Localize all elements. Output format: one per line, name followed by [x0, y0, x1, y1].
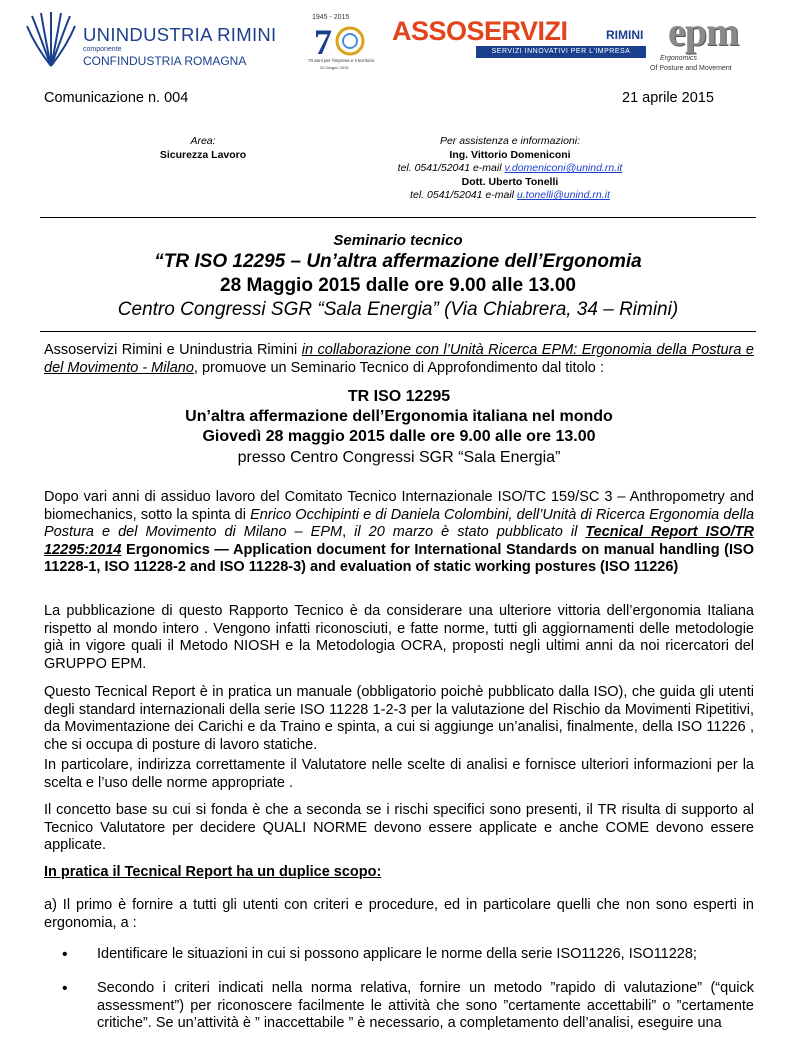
intro-paragraph [44, 342, 754, 377]
p5-text: Il concetto base su cui si fonda è che a seconda se i rischi specifici sono presenti, il TR risulta di supporto al Tecnico Valutatore per decidere QUALI NORME devono essere applicate e anche COME devono essere applicate. [44, 802, 754, 853]
p1-report-title: Tecnical Report ISO/TR 12295:2014 [44, 524, 754, 558]
paragraph-6 [44, 897, 754, 932]
communication-number: Comunicazione n. 004 [44, 90, 189, 106]
subtitle-code: TR ISO 12295 [347, 388, 451, 405]
section-heading [44, 864, 754, 882]
seminar-venue: Centro Congressi SGR “Sala Energia” (Via Chiabrera, 34 – Rimini) [117, 299, 679, 320]
epm-wordmark: epm [668, 9, 739, 54]
assoservizi-city: RIMINI [606, 28, 644, 42]
p6-text: a) Il primo è fornire a tutti gli utenti con criteri e procedure, ed in particolare quelli che non sono esperti in ergonomia, a : [44, 897, 754, 931]
communication-date: 21 aprile 2015 [622, 90, 714, 106]
divider-top [40, 217, 756, 218]
assoservizi-slogan: SERVIZI INNOVATIVI PER L'IMPRESA [476, 46, 646, 58]
contact1-email-link[interactable]: v.domeniconi@unind.rn.it [504, 162, 623, 174]
contact2-tel: tel. 0541/52041 e-mail [410, 189, 517, 201]
contact1-tel: tel. 0541/52041 e-mail [397, 162, 505, 174]
subtitle-datetime: Giovedì 28 maggio 2015 dalle ore 9.00 alle ore 13.00 [202, 428, 596, 445]
bullet-icon: • [62, 946, 68, 963]
unindustria-name: UNINDUSTRIA RIMINI [83, 24, 277, 45]
contact1-name: Ing. Vittorio Domeniconi [449, 148, 571, 161]
intro-text-c: , promuove un Seminario Tecnico di Approfondimento dal titolo : [193, 359, 604, 376]
bullet-icon: • [62, 980, 68, 997]
assoservizi-logo [392, 16, 650, 60]
contact2-line [380, 189, 640, 203]
confindustria-name: CONFINDUSTRIA ROMAGNA [83, 54, 247, 68]
contacts-block [380, 135, 640, 203]
seminar-datetime: 28 Maggio 2015 dalle ore 9.00 alle 13.00 [220, 275, 576, 296]
intro-text-a: Assoservizi Rimini e Unindustria Rimini [44, 342, 302, 358]
paragraph-4 [44, 757, 754, 792]
area-label: Area: [190, 135, 216, 147]
intro-collaboration: in collaborazione con l’Unità Ricerca EPM: Ergonomia della Postura e del Movimento - Milano [44, 342, 754, 376]
contact2-email-link[interactable]: u.tonelli@unind.rn.it [516, 189, 610, 201]
p1-text-d: il 20 marzo è stato pubblicato il [354, 524, 586, 540]
list-item [44, 980, 754, 1033]
divider-bottom [40, 331, 756, 332]
seminar-title: “TR ISO 12295 – Un’altra affermazione dell’Ergonomia [154, 251, 642, 272]
p1-authors: Enrico Occhipinti e di Daniela Colombini, dell’Unità di Ricerca Ergonomia della Postura e del Movimento di Milano – EPM [44, 506, 755, 540]
p4-text: In particolare, indirizza correttamente il Valutatore nelle scelte di analisi e fornisce ulteriori informazioni per la scelta e l’uso delle norme appropriate . [44, 757, 754, 791]
bullet-text-2: Secondo i criteri indicati nella norma relativa, fornire un metodo ”rapido di valutazione” (“quick assessment”) per riconoscere facilmente le attività che sono ”certamente accettabili” o ”certamente critiche”. Se un’attività è ” inaccettabile ” è necessario, a completamento dell’analisi, eseguire una [97, 980, 754, 1031]
paragraph-3 [44, 684, 754, 754]
seminar-title-block [40, 231, 756, 322]
subtitle-title: Un’altra affermazione dell’Ergonomia italiana nel mondo [185, 408, 613, 425]
subtitle-block [44, 387, 754, 469]
epm-tagline-posture: Of Posture and Movement [650, 65, 732, 72]
anniversary-logo [308, 14, 375, 72]
p1-report-description: Ergonomics — Application document for International Standards on manual handling (ISO 11228-1, ISO 11228-2 and ISO 11228-3) and evaluation of static working postures (ISO 11226) [44, 541, 754, 575]
contact1-line [380, 162, 640, 176]
unindustria-componente: componente [83, 46, 122, 53]
paragraph-5 [44, 802, 754, 855]
epm-tagline-ergonomics: Ergonomics [660, 55, 697, 62]
anniversary-tagline: 70 anni per l'impresa e il territorio [308, 58, 375, 63]
list-item [44, 946, 754, 964]
p1-text-c: , [342, 524, 355, 540]
subtitle-venue: presso Centro Congressi SGR “Sala Energia” [237, 449, 561, 466]
anniversary-years: 1945 - 2015 [312, 14, 350, 21]
svg-text:7: 7 [314, 22, 332, 58]
seventy-emblem-icon [314, 22, 366, 58]
contact2-name: Dott. Uberto Tonelli [461, 175, 559, 188]
unindustria-emblem-icon [26, 8, 76, 68]
bullet-text-1: Identificare le situazioni in cui si possono applicare le norme della serie ISO11226, ISO11228; [97, 946, 697, 962]
anniversary-sub: 22 Giugno 2015 [320, 65, 349, 70]
p1-text-a: Dopo vari anni di assiduo lavoro del Comitato Tecnico Internazionale ISO/TC 159/SC 3 – Anthropometry and biomechanics, sotto la spinta di [44, 489, 754, 523]
unindustria-logo [26, 8, 306, 70]
section-heading-text: In pratica il Tecnical Report ha un duplice scopo: [44, 864, 382, 880]
p3-text: Questo Tecnical Report è in pratica un manuale (obbligatorio poichè pubblicato dalla ISO), che guida gli utenti degli standard internazionali della serie ISO 11228 1-2-3 per la valutazione del Rischio da Movimenti Ripetitivi, da Movimentazione dei Carichi e da Traino e spinta, a cui si aggiunge un’analisi, finalmente, della ISO 11226 , che si occupa di posture di lavoro statiche. [44, 684, 754, 753]
assoservizi-name: ASSOSERVIZI [392, 16, 568, 46]
epm-logo [648, 8, 797, 80]
paragraph-2 [44, 603, 754, 673]
seminar-label: Seminario tecnico [333, 232, 463, 249]
assist-label: Per assistenza e informazioni: [439, 135, 581, 147]
p2-text: La pubblicazione di questo Rapporto Tecnico è da considerare una ulteriore vittoria dell’ergonomia Italiana rispetto al mondo intero . Vengono infatti riconosciuti, e fatte norme, tutti gli aggiornamenti delle metodologie già in vigore quali il Metodo NIOSH e la Metodologia OCRA, proposti negli ultimi anni da noi ricercatori del GRUPPO EPM. [44, 603, 754, 672]
area-value: Sicurezza Lavoro [159, 149, 247, 161]
paragraph-1 [44, 489, 754, 577]
